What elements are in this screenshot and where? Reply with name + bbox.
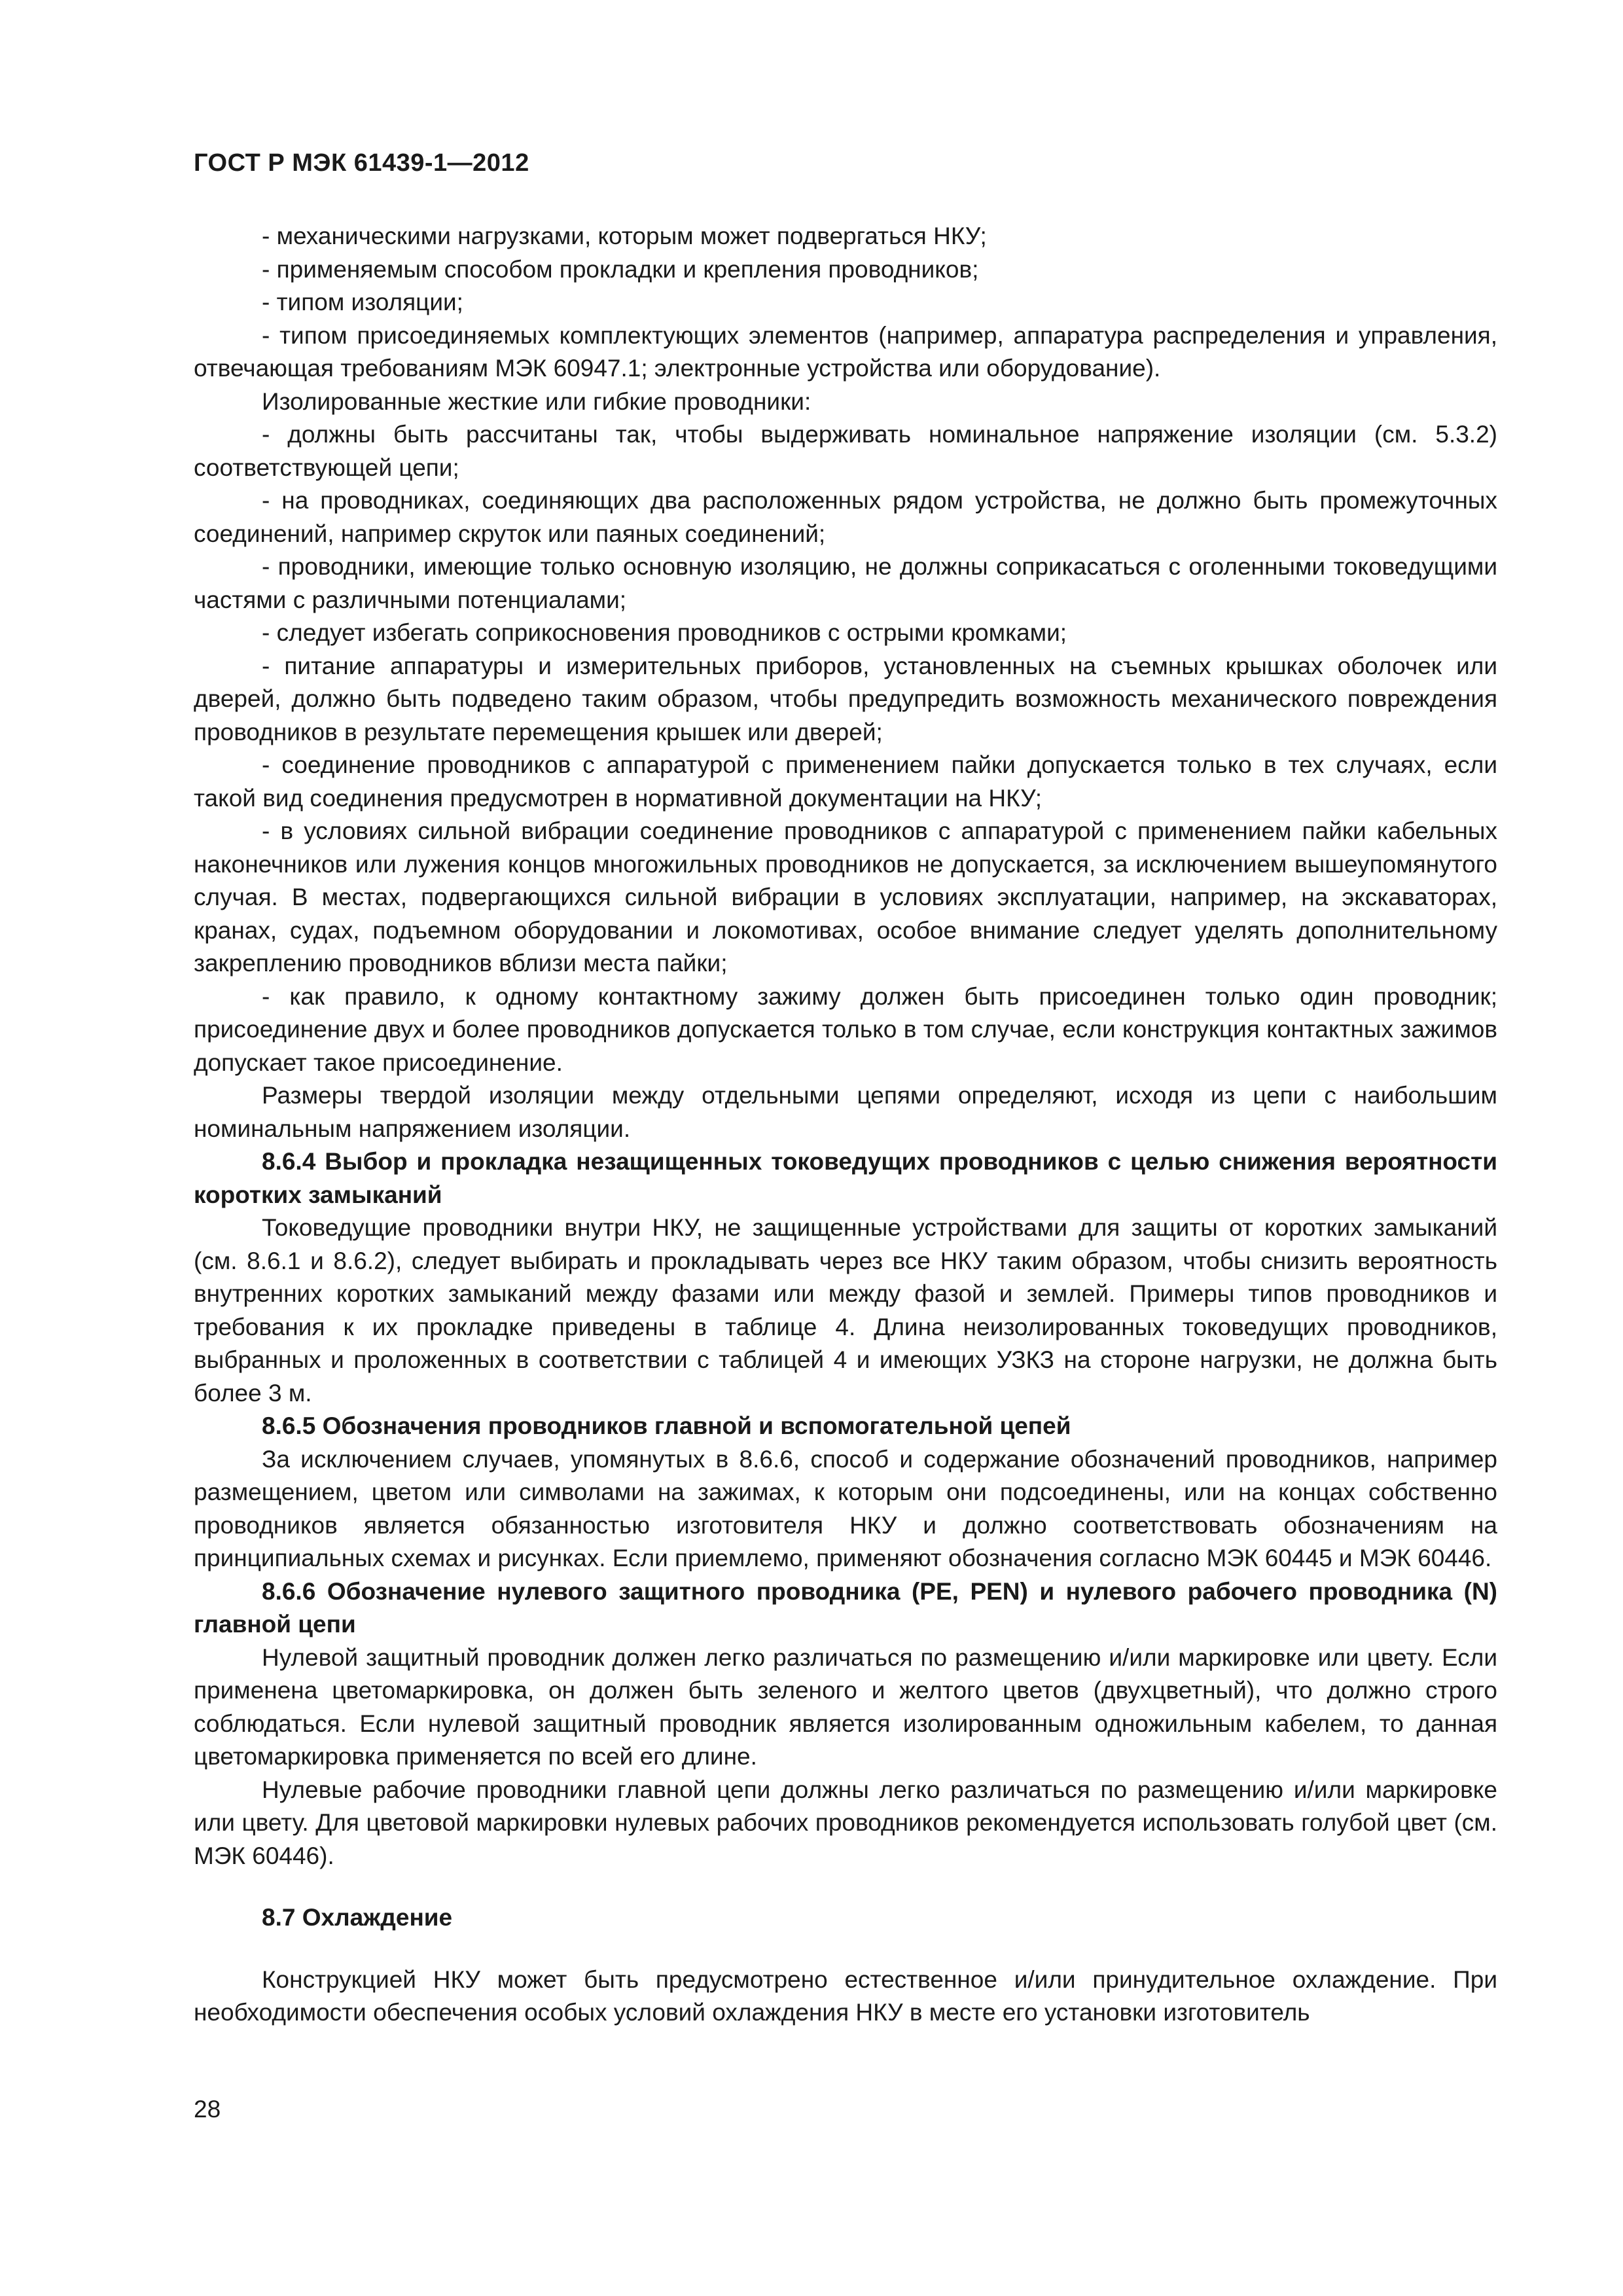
document-body: [194, 220, 1497, 2030]
page-number: 28: [194, 2096, 221, 2123]
section-heading-8-7: 8.7 Охлаждение: [262, 1904, 453, 1931]
paragraph: Размеры твердой изоляции между отдельными цепями определяют, исходя из цепи с наибольшим номинальным напряжением изоляции.: [194, 1082, 1497, 1142]
list-item: - применяемым способом прокладки и крепления проводников;: [262, 255, 979, 283]
paragraph: Токоведущие проводники внутри НКУ, не защищенные устройствами для защиты от коротких замыканий (см. 8.6.1 и 8.6.2), следует выбирать и прокладывать через все НКУ таким образом, чтобы снизить вероятность внутренних коротких замыканий между фазами или между фазой и землей. Примеры типов проводников и требования к их прокладке приведены в таблице 4. Длина неизолированных токоведущих проводников, выбранных и проложенных в соответствии с таблицей 4 и имеющих УЗКЗ на стороне нагрузки, не должна быть более 3 м.: [194, 1214, 1497, 1407]
section-heading-8-6-4: 8.6.4 Выбор и прокладка незащищенных токоведущих проводников с целью снижения вероятности коротких замыканий: [194, 1148, 1497, 1208]
paragraph: Изолированные жесткие или гибкие проводники:: [262, 387, 812, 415]
list-item: - механическими нагрузками, которым может подвергаться НКУ;: [262, 223, 987, 249]
list-item: - проводники, имеющие только основную изоляцию, не должны соприкасаться с оголенными токоведущими частями с различными потенциалами;: [194, 553, 1497, 613]
list-item: - питание аппаратуры и измерительных приборов, установленных на съемных крышках оболочек или дверей, должно быть подведено таким образом, чтобы предупредить возможность механического повреждения проводников в результате перемещения крышек или дверей;: [194, 652, 1497, 745]
section-heading-8-6-5: 8.6.5 Обозначения проводников главной и вспомогательной цепей: [262, 1412, 1071, 1439]
list-item: - как правило, к одному контактному зажиму должен быть присоединен только один проводник; присоединение двух и более проводников допускается только в том случае, если конструкция контактных зажимов допускает такое присоединение.: [194, 982, 1497, 1076]
document-header: ГОСТ Р МЭК 61439-1—2012: [194, 149, 529, 177]
paragraph: Нулевые рабочие проводники главной цепи должны легко различаться по размещению и/или маркировке или цвету. Для цветовой маркировки нулевых рабочих проводников рекомендуется использовать голубой цвет (см. МЭК 60446).: [194, 1776, 1497, 1869]
list-item: - следует избегать соприкосновения проводников с острыми кромками;: [262, 619, 1067, 646]
section-heading-8-6-6: 8.6.6 Обозначение нулевого защитного проводника (PE, PEN) и нулевого рабочего проводника (N) главной цепи: [194, 1577, 1497, 1638]
list-item: - в условиях сильной вибрации соединение проводников с аппаратурой с применением пайки кабельных наконечников или лужения концов многожильных проводников не допускается, за исключением вышеупомянутого случая. В местах, подвергающихся сильной вибрации в условиях эксплуатации, например, на экскаваторах, кранах, судах, подъемном оборудовании и локомотивах, особое внимание следует уделять дополнительному закреплению проводников вблизи места пайки;: [194, 817, 1497, 977]
paragraph: За исключением случаев, упомянутых в 8.6.6, способ и содержание обозначений проводников, например размещением, цветом или символами на зажимах, к которым они подсоединены, или на концах собственно проводников является обязанностью изготовителя НКУ и должно соответствовать обозначениям на принципиальных схемах и рисунках. Если приемлемо, применяют обозначения согласно МЭК 60445 и МЭК 60446.: [194, 1445, 1497, 1571]
paragraph: Конструкцией НКУ может быть предусмотрено естественное и/или принудительное охлаждение. При необходимости обеспечения особых условий охлаждения НКУ в месте его установки изготовитель: [194, 1965, 1497, 2026]
list-item: - типом присоединяемых комплектующих элементов (например, аппаратура распределения и управления, отвечающая требованиям МЭК 60947.1; электронные устройства или оборудование).: [194, 321, 1497, 382]
list-item: - типом изоляции;: [262, 289, 463, 315]
paragraph: Нулевой защитный проводник должен легко различаться по размещению и/или маркировке или цвету. Если применена цветомаркировка, он должен быть зеленого и желтого цветов (двухцветный), что должно строго соблюдаться. Если нулевой защитный проводник является изолированным одножильным кабелем, то данная цветомаркировка применяется по всей его длине.: [194, 1643, 1497, 1770]
list-item: - на проводниках, соединяющих два расположенных рядом устройства, не должно быть промежуточных соединений, например скруток или паяных соединений;: [194, 487, 1497, 547]
list-item: - соединение проводников с аппаратурой с применением пайки допускается только в тех случаях, если такой вид соединения предусмотрен в нормативной документации на НКУ;: [194, 751, 1497, 812]
list-item: - должны быть рассчитаны так, чтобы выдерживать номинальное напряжение изоляции (см. 5.3.2) соответствующей цепи;: [194, 421, 1497, 481]
